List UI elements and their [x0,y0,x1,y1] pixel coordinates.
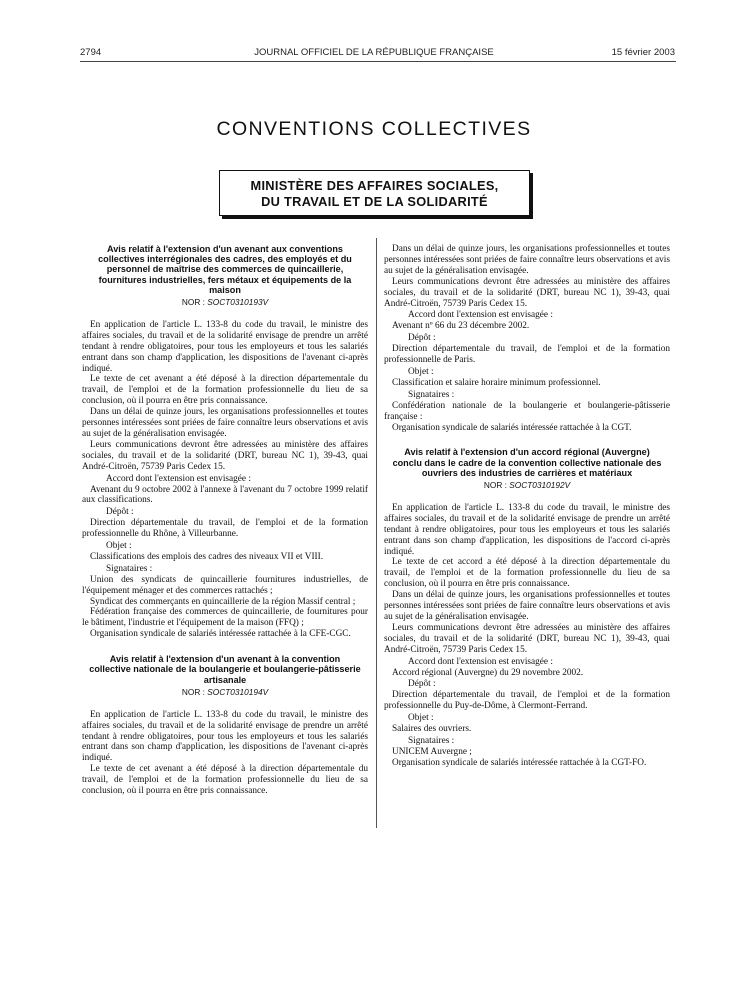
notice-heading: Avis relatif à l'extension d'un avenant à la convention collective nationale de la boulangerie et boulangerie-pâtisserie artisanale [89,654,361,685]
paragraph: Le texte de cet avenant a été déposé à la direction départementale du travail, de l'emploi et de la formation professionnelle du lieu de sa conclusion, où il pourra en être pris connaissance. [82,764,368,797]
nor-code: SOCT0310194V [207,686,269,697]
objet-label: Objet : [408,713,434,724]
signataire: Syndicat des commerçants en quincaillerie de la région Massif central ; [90,596,356,607]
right-column [384,244,670,769]
objet-value: Classifications des emplois des cadres des niveaux VII et VIII. [90,551,324,562]
paragraph: Le texte de cet accord a été déposé à la direction départementale du travail, de l'emploi et de la formation professionnelle du lieu de sa conclusion, où il pourra en être pris connaissance. [384,557,670,590]
signataire: Union des syndicats de quincaillerie fournitures industrielles, de l'équipement ménager et des commerces rattachés ; [82,574,368,596]
nor-label: NOR : [181,686,208,697]
signataire: Organisation syndicale de salariés intéressée rattachée à la CGT-FO. [392,757,647,768]
nor-reference [82,297,368,308]
header-rule [80,61,676,62]
notice-heading: Avis relatif à l'extension d'un accord régional (Auvergne) conclu dans le cadre de la convention collective nationale des ouvriers des industries de carrières et matériaux [392,447,662,478]
depot-label: Dépôt : [408,333,436,344]
objet-value: Salaires des ouvriers. [392,724,472,735]
objet-value: Classification et salaire horaire minimum professionnel. [392,377,601,388]
signataire: Organisation syndicale de salariés intéressée rattachée à la CFE-CGC. [90,629,351,640]
left-column [82,244,368,797]
journal-name: JOURNAL OFFICIEL DE LA RÉPUBLIQUE FRANÇAISE [254,47,494,58]
nor-code: SOCT0310192V [509,480,571,491]
depot-label: Dépôt : [106,507,134,518]
paragraph: En application de l'article L. 133-8 du code du travail, le ministre des affaires sociales, du travail et de la solidarité envisage de prendre un arrêté tendant à rendre obligatoires, pour tous les employeurs et tous les salariés entrant dans son champ d'application, les dispositions de l'accord ci-après indiqué. [384,502,670,557]
depot-value: Direction départementale du travail, de l'emploi et de la formation professionnelle du Rhône, à Villeurbanne. [82,518,368,540]
page-title: CONVENTIONS COLLECTIVES [216,118,532,140]
signataires-label: Signataires : [408,735,455,746]
signataire: UNICEM Auvergne ; [392,746,472,757]
accord-value: Avenant nº 66 du 23 décembre 2002. [392,321,530,332]
signataire: Organisation syndicale de salariés intéressée rattachée à la CGT. [392,422,632,433]
depot-value: Direction départementale du travail, de l'emploi et de la formation professionnelle de Paris. [384,344,670,366]
paragraph: Leurs communications devront être adressées au ministère des affaires sociales, du travail et de la solidarité (DRT, bureau NC 1), 39-43, quai André-Citroën, 75739 Paris Cedex 15. [82,439,368,472]
objet-label: Objet : [106,541,132,552]
paragraph: Le texte de cet avenant a été déposé à la direction départementale du travail, de l'emploi et de la formation professionnelle du lieu de sa conclusion, où il pourra en être pris connaissance. [82,374,368,407]
nor-label: NOR : [483,480,510,491]
paragraph: En application de l'article L. 133-8 du code du travail, le ministre des affaires sociales, du travail et de la solidarité envisage de prendre un arrêté tendant à rendre obligatoires, pour tous les employeurs et tous les salariés entrant dans son champ d'application, les dispositions de l'avenant ci-après indiqué. [82,709,368,764]
accord-label: Accord dont l'extension est envisagée : [408,310,553,321]
paragraph: Dans un délai de quinze jours, les organisations professionnelles et toutes personnes intéressées sont priées de faire connaître leurs observations et avis au sujet de la généralisation envisagée. [384,244,670,276]
nor-label: NOR : [181,297,208,308]
notice-heading: Avis relatif à l'extension d'un avenant aux conventions collectives interrégionales des cadres, des employés et du personnel de maîtrise des commerces de quincaillerie, fournitures industrielles, fers métaux et équipements de la maison [98,244,352,295]
notice-quincaillerie [82,244,368,640]
depot-label: Dépôt : [408,679,436,690]
accord-label: Accord dont l'extension est envisagée : [106,473,251,484]
paragraph: Dans un délai de quinze jours, les organisations professionnelles et toutes personnes intéressées sont priées de faire connaître leurs observations et avis au sujet de la généralisation envisagée. [82,407,368,439]
accord-label: Accord dont l'extension est envisagée : [408,656,553,667]
issue-date: 15 février 2003 [611,47,675,58]
paragraph: Leurs communications devront être adressées au ministère des affaires sociales, du travail et de la solidarité (DRT, bureau NC 1), 39-43, quai André-Citroën, 75739 Paris Cedex 15. [384,622,670,655]
nor-reference [82,687,368,698]
nor-reference [384,480,670,491]
accord-value: Avenant du 9 octobre 2002 à l'annexe à l'avenant du 7 octobre 1999 relatif aux classifications. [82,484,368,506]
depot-value: Direction départementale du travail, de l'emploi et de la formation professionnelle du Puy-de-Dôme, à Clermont-Ferrand. [384,690,670,712]
notice-boulangerie-part-2 [384,244,670,433]
page-number: 2794 [80,47,102,58]
signataire: Fédération française des commerces de quincaillerie, de fournitures pour le bâtiment, l'industrie et l'équipement de la maison (FFQ) ; [82,607,368,629]
ministry-box [219,170,530,216]
accord-value: Accord régional (Auvergne) du 29 novembre 2002. [392,667,584,678]
objet-label: Objet : [408,366,434,377]
notice-carrieres [384,447,670,768]
paragraph: Dans un délai de quinze jours, les organisations professionnelles et toutes personnes intéressées sont priées de faire connaître leurs observations et avis au sujet de la généralisation envisagée. [384,590,670,622]
signataires-label: Signataires : [106,563,153,574]
notice-boulangerie-part-1 [82,654,368,797]
ministry-line-1: MINISTÈRE DES AFFAIRES SOCIALES, [250,178,499,193]
signataire: Confédération nationale de la boulangerie et boulangerie-pâtisserie française : [384,400,670,422]
column-divider [376,238,377,828]
paragraph: En application de l'article L. 133-8 du code du travail, le ministre des affaires sociales, du travail et de la solidarité envisage de prendre un arrêté tendant à rendre obligatoires, pour tous les employeurs et tous les salariés entrant dans son champ d'application, les dispositions de l'avenant ci-après indiqué. [82,319,368,374]
ministry-line-2: DU TRAVAIL ET DE LA SOLIDARITÉ [261,194,488,209]
nor-code: SOCT0310193V [207,297,269,308]
signataires-label: Signataires : [408,389,455,400]
paragraph: Leurs communications devront être adressées au ministère des affaires sociales, du travail et de la solidarité (DRT, bureau NC 1), 39-43, quai André-Citroën, 75739 Paris Cedex 15. [384,276,670,309]
